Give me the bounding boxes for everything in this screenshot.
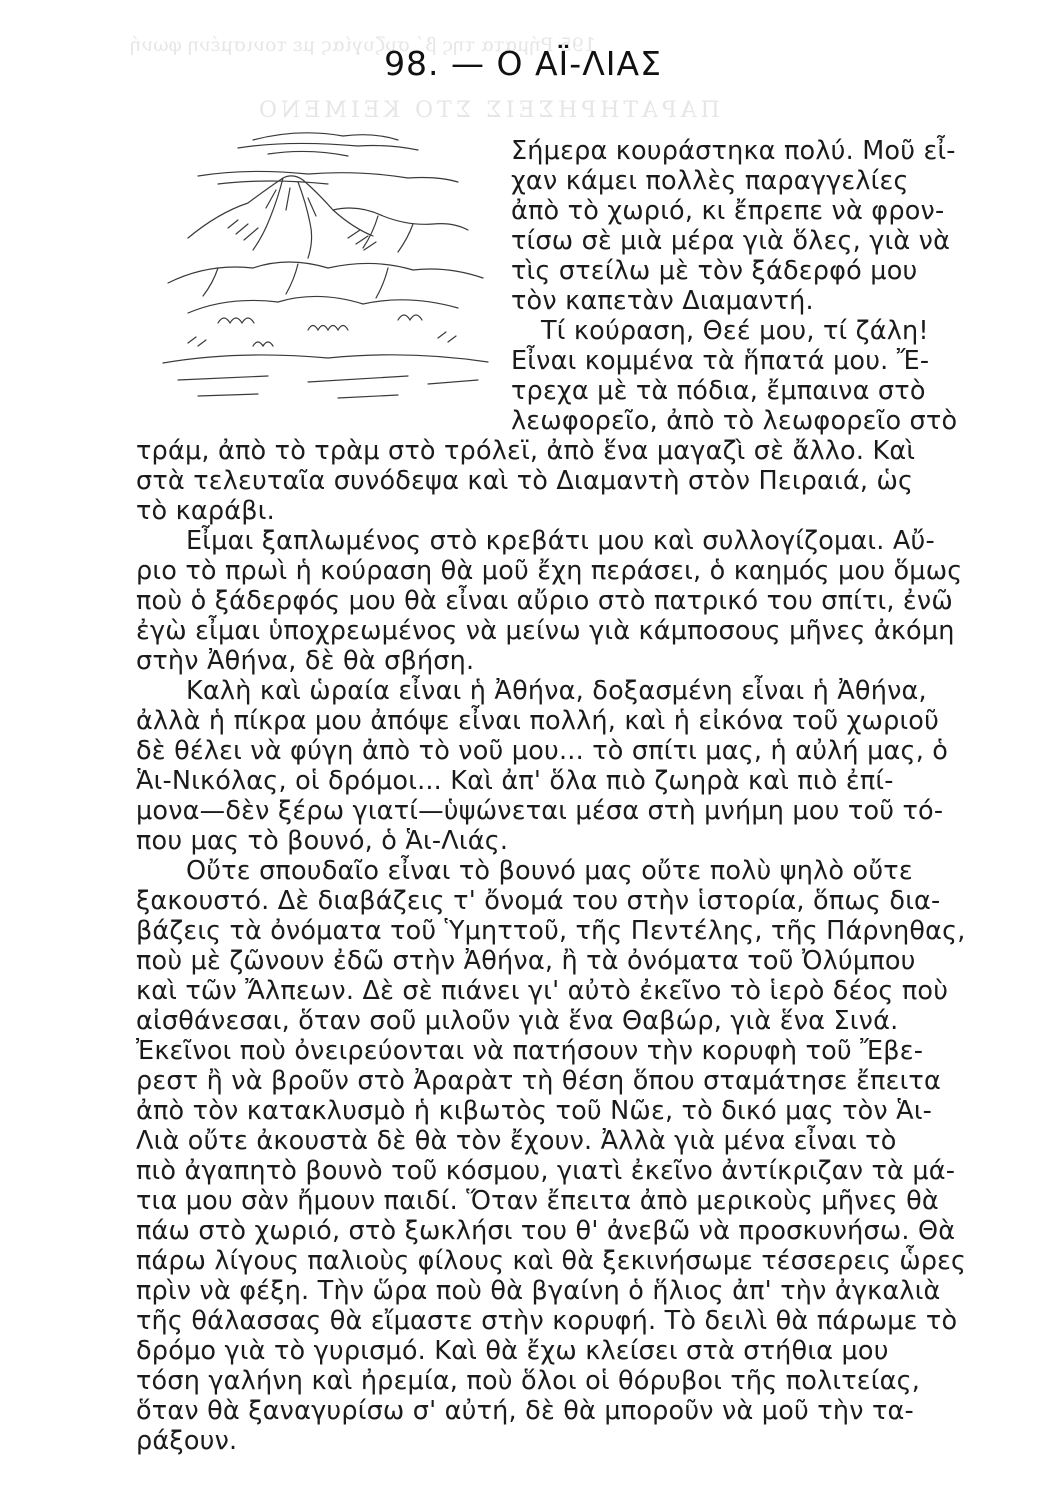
text-line: Εἶναι κομμένα τὰ ἥπατά μου. Ἔ-	[511, 346, 930, 376]
text-line: Λιὰ οὔτε ἀκουστὰ δὲ θὰ τὸν ἔχουν. Ἀλλὰ γιὰ μένα εἶναι τὸ	[136, 1126, 897, 1156]
mountain-illustration	[158, 118, 498, 408]
text-line: Τί κούραση, Θεέ μου, τί ζάλη!	[541, 316, 929, 346]
text-line: μονα—δὲν ξέρω γιατί—ὑψώνεται μέσα στὴ μνήμη μου τοῦ τό-	[136, 796, 944, 826]
text-line: βάζεις τὰ ὀνόματα τοῦ Ὑμηττοῦ, τῆς Πεντέλης, τῆς Πάρνηθας,	[136, 916, 966, 946]
text-line: Εἶμαι ξαπλωμένος στὸ κρεβάτι μου καὶ συλλογίζομαι. Αὔ-	[186, 526, 935, 556]
text-line: στὴν Ἀθήνα, δὲ θὰ σβήση.	[136, 646, 475, 676]
text-line: ἀπὸ τὸν κατακλυσμὸ ἡ κιβωτὸς τοῦ Νῶε, τὸ δικό μας τὸν Ἁι-	[136, 1096, 933, 1126]
text-line: τρεχα μὲ τὰ πόδια, ἔμπαινα στὸ	[511, 376, 926, 406]
text-line: καὶ τῶν Ἄλπεων. Δὲ σὲ πιάνει γι' αὐτὸ ἐκεῖνο τὸ ἱερὸ δέος ποὺ	[136, 976, 949, 1006]
text-line: Καλὴ καὶ ὡραία εἶναι ἡ Ἀθήνα, δοξασμένη εἶναι ἡ Ἀθήνα,	[186, 676, 927, 706]
text-line: τράμ, ἀπὸ τὸ τρὰμ στὸ τρόλεϊ, ἀπὸ ἕνα μαγαζὶ σὲ ἄλλο. Καὶ	[136, 436, 916, 466]
text-line: ἀπὸ τὸ χωριό, κι ἔπρεπε νὰ φρον-	[511, 196, 945, 226]
text-line: ριο τὸ πρωὶ ἡ κούραση θὰ μοῦ ἔχη περάσει, ὁ καημός μου ὅμως	[136, 556, 963, 586]
text-line: πάω στὸ χωριό, στὸ ξωκλήσι του θ' ἀνεβῶ νὰ προσκυνήσω. Θὰ	[136, 1216, 956, 1246]
text-line: λεωφορεῖο, ἀπὸ τὸ λεωφορεῖο στὸ	[511, 406, 958, 436]
text-line: Οὔτε σπουδαῖο εἶναι τὸ βουνό μας οὔτε πολὺ ψηλὸ οὔτε	[186, 856, 913, 886]
text-line: ξακουστό. Δὲ διαβάζεις τ' ὄνομά του στὴν ἱστορία, ὅπως δια-	[136, 886, 941, 916]
text-line: που μας τὸ βουνό, ὁ Ἁι-Λιάς.	[136, 826, 509, 856]
text-line: ἐγὼ εἶμαι ὑποχρεωμένος νὰ μείνω γιὰ κάμποσους μῆνες ἀκόμη	[136, 616, 955, 646]
text-line: τὶς στείλω μὲ τὸν ξάδερφό μου	[511, 256, 918, 286]
text-line: ἀλλὰ ἡ πίκρα μου ἀπόψε εἶναι πολλή, καὶ ἡ εἰκόνα τοῦ χωριοῦ	[136, 706, 940, 736]
text-line: δρόμο γιὰ τὸ γυρισμό. Καὶ θὰ ἔχω κλείσει στὰ στήθια μου	[136, 1336, 889, 1366]
text-line: τια μου σὰν ἤμουν παιδί. Ὅταν ἔπειτα ἀπὸ μερικοὺς μῆνες θὰ	[136, 1186, 939, 1216]
bleed-through-heading: ΠΑΡΑΤΗΡΗΣΕΙΣ ΣΤΟ ΚΕΙΜΕΝΟ	[255, 98, 720, 123]
text-line: Ἁι-Νικόλας, οἱ δρόμοι... Καὶ ἀπ' ὅλα πιὸ ζωηρὰ καὶ πιὸ ἐπί-	[136, 766, 894, 796]
text-line: τὸν καπετὰν Διαμαντή.	[511, 286, 814, 316]
text-line: ποὺ μὲ ζῶνουν ἐδῶ στὴν Ἀθήνα, ἢ τὰ ὀνόματα τοῦ Ὀλύμπου	[136, 946, 916, 976]
text-line: δὲ θέλει νὰ φύγη ἀπὸ τὸ νοῦ μου... τὸ σπίτι μας, ἡ αὐλή μας, ὁ	[136, 736, 949, 766]
text-line: ποὺ ὁ ξάδερφός μου θὰ εἶναι αὔριο στὸ πατρικό του σπίτι, ἐνῶ	[136, 586, 953, 616]
text-line: αἰσθάνεσαι, ὅταν σοῦ μιλοῦν γιὰ ἕνα Θαβώρ, γιὰ ἕνα Σινά.	[136, 1006, 899, 1036]
lesson-title: 98. — Ο ΑΪ-ΛΙΑΣ	[384, 44, 662, 83]
text-line: πιὸ ἀγαπητὸ βουνὸ τοῦ κόσμου, γιατὶ ἐκεῖνο ἀντίκριζαν τὰ μά-	[136, 1156, 956, 1186]
text-line: Σήμερα κουράστηκα πολύ. Μοῦ εἶ-	[511, 136, 956, 166]
text-line: χαν κάμει πολλὲς παραγγελίες	[511, 166, 909, 196]
text-line: τῆς θάλασσας θὰ εἴμαστε στὴν κορυφή. Τὸ δειλὶ θὰ πάρωμε τὸ	[136, 1306, 958, 1336]
text-line: Ἐκεῖνοι ποὺ ὀνειρεύονται νὰ πατήσουν τὴν κορυφὴ τοῦ Ἔβε-	[136, 1036, 924, 1066]
text-line: τὸ καράβι.	[136, 496, 275, 526]
text-line: τόση γαλήνη καὶ ἠρεμία, ποὺ ὅλοι οἱ θόρυβοι τῆς πολιτείας,	[136, 1366, 921, 1396]
bleed-through-header: 195 Ρήματα της β΄ συζυγίας με τονισμένη φωνή	[130, 34, 596, 56]
text-line: στὰ τελευταῖα συνόδεψα καὶ τὸ Διαμαντὴ στὸν Πειραιά, ὡς	[136, 466, 914, 496]
text-line: πρὶν νὰ φέξη. Τὴν ὥρα ποὺ θὰ βγαίνη ὁ ἥλιος ἀπ' τὴν ἀγκαλιὰ	[136, 1276, 941, 1306]
text-line: ρεστ ἢ νὰ βροῦν στὸ Ἀραρὰτ τὴ θέση ὅπου σταμάτησε ἔπειτα	[136, 1066, 941, 1096]
text-line: ὅταν θὰ ξαναγυρίσω σ' αὐτή, δὲ θὰ μποροῦν νὰ μοῦ τὴν τα-	[136, 1396, 914, 1426]
text-line: ράξουν.	[136, 1426, 238, 1456]
text-line: τίσω σὲ μιὰ μέρα γιὰ ὅλες, γιὰ νὰ	[511, 226, 951, 256]
text-line: πάρω λίγους παλιοὺς φίλους καὶ θὰ ξεκινήσωμε τέσσερεις ὧρες	[136, 1246, 967, 1276]
